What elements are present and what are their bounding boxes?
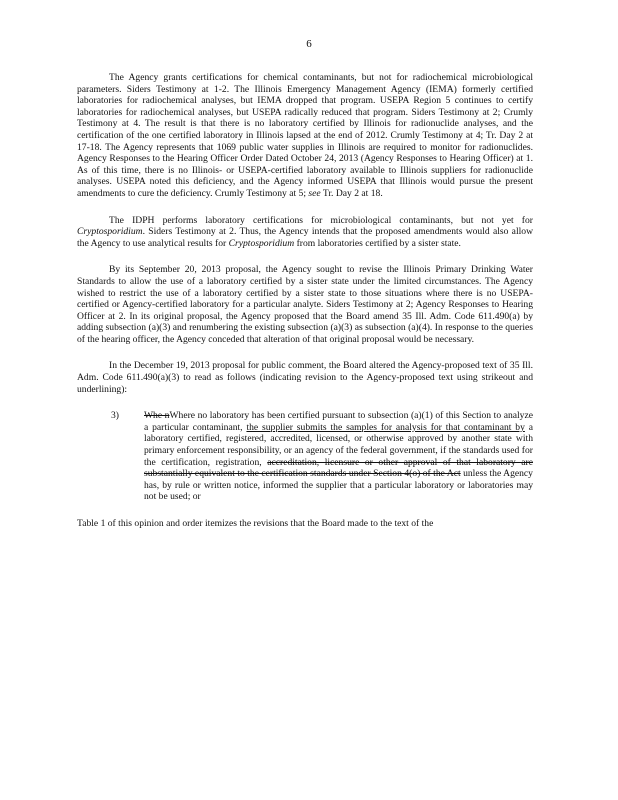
paragraph-radiochemical-text: The Agency grants certifications for chemical contaminants, but not for radiochemical microbiological parameters. Siders Testimony at 1-2. The Illinois Emergency Management Agency (IEMA) formerly certified laboratories for radiochemical analyses, but IEMA dropped that program. USEPA Region 5 continues to certify laboratories for radiochemical analyses, but USEPA radically reduced that program. Siders Testimony at 2; Crumly Testimony at 4. The result is that there is no laboratory certified by Illinois for radionuclide analyses, and the certification of the one certified laboratory in Illinois lapsed at the end of 2012. Crumly Testimony at 4; Tr. Day 2 at 17-18. The Agency represents that 1069 public water supplies in Illinois are required to monitor for radionuclides. Agency Responses to the Hearing Officer Order Dated October 24, 2013 (Agency Responses to Hearing Officer) at 1. As of this time, there is no Illinois- or USEPA-certified laboratory available to Illinois suppliers for radionuclide analyses. USEPA noted this deficiency, and the Agency informed USEPA that Illinois would pursue the present amendments to cure the deficiency. Crumly Testimony at 5; [77,72,533,199]
struck-text-1: Whe n [144,410,170,422]
paragraph-radiochemical-end: Tr. Day 2 at 18. [320,187,383,199]
subsection-text-2: a laboratory certified, registered, accredited, licensed, or otherwise approved by another state with primary enforcement responsibility, or an agency of the federal government, if the standards used for the certification, registration, [144,421,533,468]
amended-subsection-3 [77,410,533,503]
document-body [77,72,533,530]
paragraph-idph-text-a: The IDPH performs laboratory certifications for microbiological contaminants, but not yet for [109,214,533,226]
paragraph-radiochemical [77,72,533,200]
trailing-line: Table 1 of this opinion and order itemizes the revisions that the Board made to the text of the [77,518,434,529]
subsection-label: 3) [111,410,119,422]
paragraph-idph [77,215,533,250]
page-number: 6 [306,38,312,50]
cryptosporidium-term-2: Cryptosporidium [228,237,295,249]
inserted-text: the supplier submits the samples for analysis for that contaminant by [246,421,525,433]
paragraph-september-proposal: By its September 20, 2013 proposal, the Agency sought to revise the Illinois Primary Drinking Water Standards to allow the use of a laboratory certified by a sister state under the limited circumstances. The Agency wished to restrict the use of a laboratory certified by a sister state to those situations where there is no USEPA-certified or Agency-certified laboratory for a particular analyte. Siders Testimony at 2; Agency Responses to Hearing Officer at 2. In its original proposal, the Agency proposed that the Board amend 35 Ill. Adm. Code 611.490(a) by adding subsection (a)(3) and renumbering the existing subsection (a)(3) as subsection (a)(4). In response to the queries of the hearing officer, the Agency conceded that alteration of that original proposal would be necessary. [77,264,533,345]
subsection-text-3: unless the Agency has, by rule or written notice, informed the supplier that a particular laboratory or laboratories may not be used; or [144,468,533,503]
paragraph-december-proposal: In the December 19, 2013 proposal for public comment, the Board altered the Agency-proposed text of 35 Ill. Adm. Code 611.490(a)(3) to read as follows (indicating revision to the Agency-proposed text using strikeout and underlining): [77,360,533,395]
cryptosporidium-term-1: Cryptosporidium [77,226,143,238]
see-signal: see [308,187,321,199]
paragraph-idph-text-b: . Siders Testimony at 2. Thus, the Agency intends that the proposed amendments would also allow the Agency to use analytical results for [77,226,533,249]
paragraph-idph-text-c: from laboratories certified by a sister state. [294,237,461,249]
struck-text-2: accreditation, licensure or other approval of that laboratory are substantially equivalent to the certification standards under Section 4(o) of the Act [144,456,533,480]
subsection-text-1: Where no laboratory has been certified pursuant to subsection (a)(1) of this Section to analyze a particular contaminant, [144,410,533,433]
